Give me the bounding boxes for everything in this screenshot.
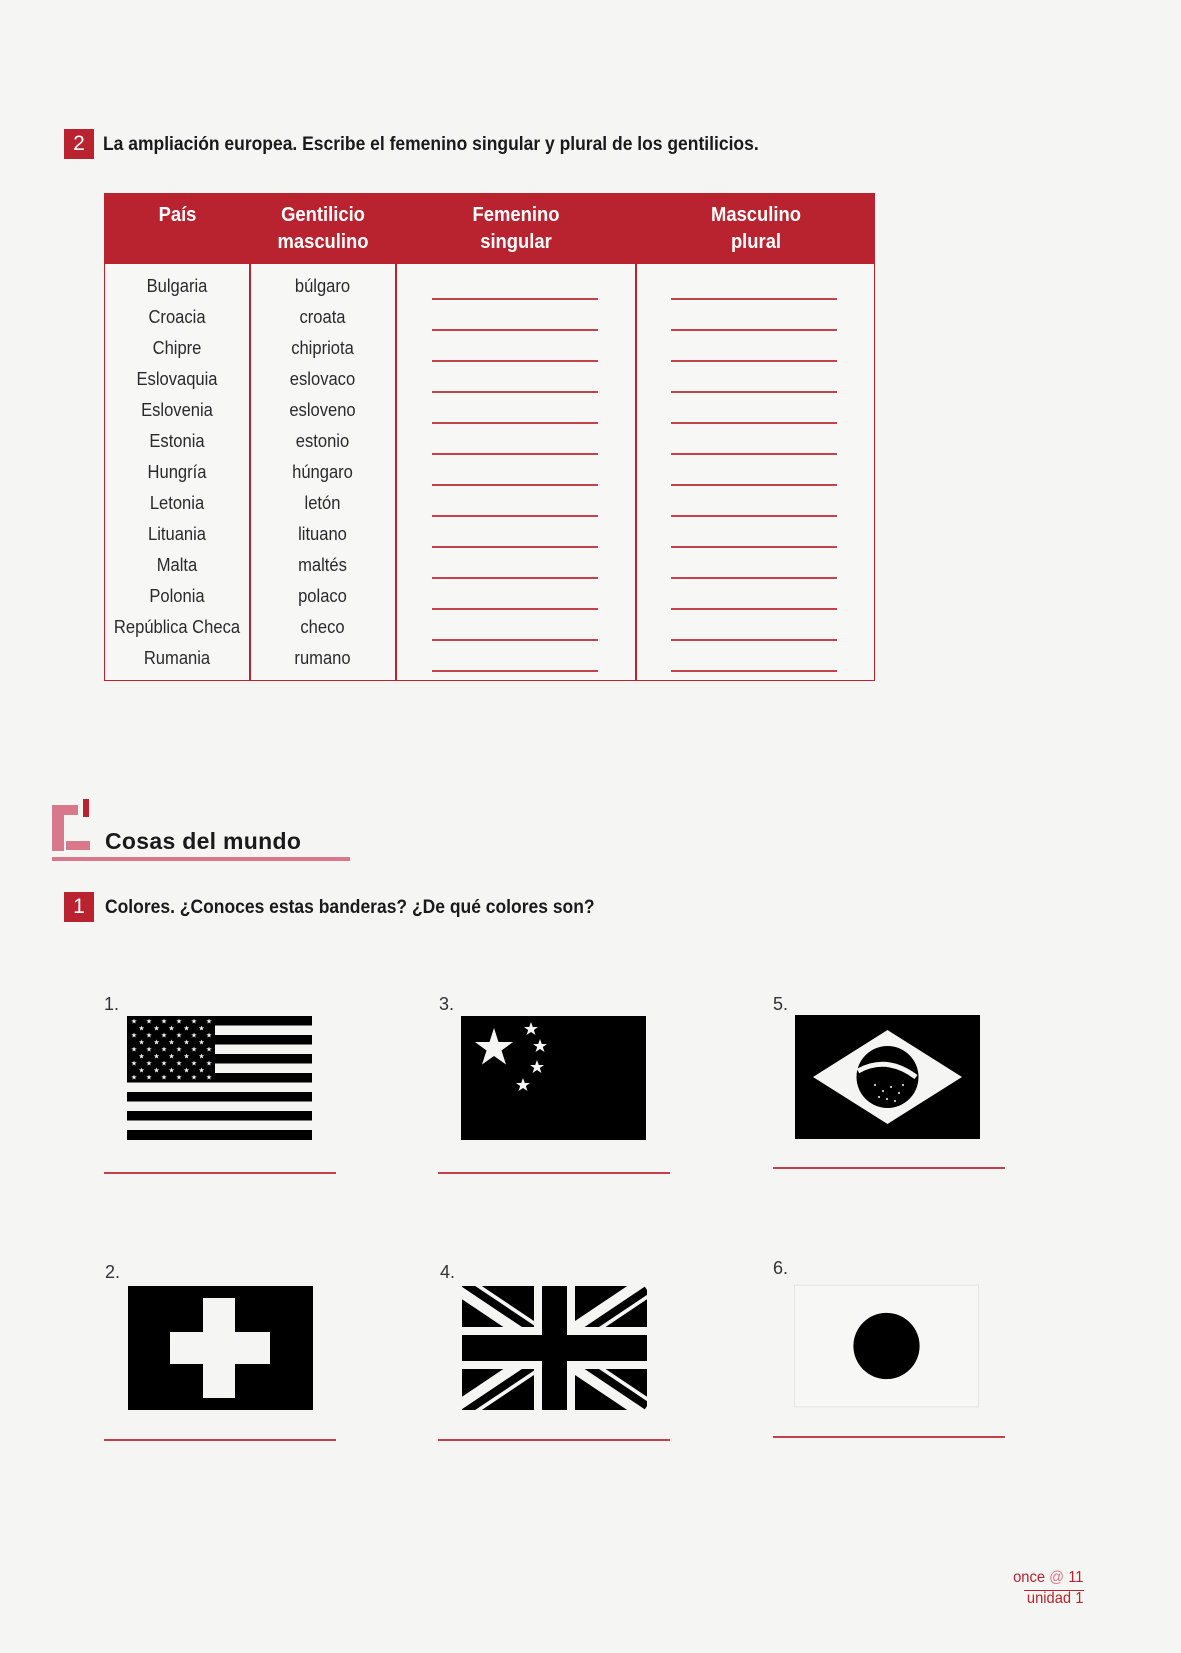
- svg-text:★: ★: [168, 1038, 175, 1047]
- exercise-number-badge: 2: [64, 129, 94, 159]
- svg-text:★: ★: [205, 1045, 213, 1054]
- answer-blank-femenino[interactable]: [432, 608, 598, 610]
- cell-pais: Chipre: [152, 338, 202, 358]
- svg-text:★: ★: [183, 1038, 190, 1047]
- cell-pais: Bulgaria: [146, 276, 208, 296]
- svg-text:★: ★: [145, 1017, 153, 1026]
- answer-blank-plural[interactable]: [671, 639, 837, 641]
- header-femenino: Femenino singular: [472, 204, 560, 253]
- svg-text:★: ★: [198, 1066, 205, 1075]
- flag-number: 2.: [105, 1262, 121, 1282]
- cell-gentilicio: checo: [300, 617, 345, 637]
- svg-text:★: ★: [190, 1059, 198, 1068]
- svg-text:★: ★: [175, 1073, 183, 1082]
- exercise-number-badge: 1: [64, 892, 94, 922]
- answer-blank-plural[interactable]: [671, 360, 837, 362]
- cell-gentilicio: maltés: [298, 555, 347, 575]
- switzerland-flag-icon: [128, 1286, 313, 1410]
- svg-text:★: ★: [160, 1045, 168, 1054]
- answer-blank-plural[interactable]: [671, 329, 837, 331]
- answer-blank-femenino[interactable]: [432, 484, 598, 486]
- svg-text:★: ★: [138, 1066, 145, 1075]
- flag-number: 1.: [104, 994, 120, 1014]
- svg-text:★: ★: [205, 1059, 213, 1068]
- cell-pais: Croacia: [148, 307, 206, 327]
- svg-text:★: ★: [130, 1073, 138, 1082]
- svg-text:★: ★: [160, 1017, 168, 1026]
- svg-text:★: ★: [183, 1052, 190, 1061]
- answer-blank-plural[interactable]: [671, 484, 837, 486]
- answer-blank-femenino[interactable]: [432, 670, 598, 672]
- svg-text:★: ★: [175, 1045, 183, 1054]
- cell-gentilicio: letón: [304, 493, 341, 513]
- answer-blank-plural[interactable]: [671, 546, 837, 548]
- svg-text:★: ★: [175, 1031, 183, 1040]
- svg-text:★: ★: [190, 1031, 198, 1040]
- svg-text:★: ★: [160, 1073, 168, 1082]
- cell-pais: Polonia: [149, 586, 205, 606]
- exercise-instruction: Colores. ¿Conoces estas banderas? ¿De qué colores son?: [105, 897, 595, 918]
- unit-label: unidad 1: [1026, 1590, 1083, 1607]
- answer-line: [773, 1436, 1005, 1438]
- cell-pais: Malta: [156, 555, 198, 575]
- svg-text:★: ★: [153, 1066, 160, 1075]
- cell-gentilicio: rumano: [294, 648, 351, 668]
- table-header: [105, 194, 874, 264]
- section-title: Cosas del mundo: [105, 828, 302, 854]
- svg-text:★: ★: [145, 1059, 153, 1068]
- answer-line: [438, 1172, 670, 1174]
- answer-blank-femenino[interactable]: [432, 422, 598, 424]
- svg-text:★: ★: [145, 1031, 153, 1040]
- svg-text:★: ★: [130, 1059, 138, 1068]
- svg-text:★: ★: [205, 1031, 213, 1040]
- svg-text:★: ★: [130, 1017, 138, 1026]
- cell-pais: Estonia: [149, 431, 205, 451]
- flag-number: 5.: [773, 994, 789, 1014]
- gentilicios-table: [104, 193, 875, 681]
- answer-line: [438, 1439, 670, 1441]
- answer-blank-plural[interactable]: [671, 577, 837, 579]
- svg-text:★: ★: [138, 1052, 145, 1061]
- cell-gentilicio: lituano: [298, 524, 347, 544]
- svg-text:★: ★: [190, 1045, 198, 1054]
- svg-text:★: ★: [130, 1031, 138, 1040]
- svg-text:★: ★: [198, 1038, 205, 1047]
- header-masculino: Masculino plural: [711, 204, 801, 253]
- answer-line: [104, 1172, 336, 1174]
- svg-text:★: ★: [205, 1017, 213, 1026]
- svg-text:★: ★: [168, 1024, 175, 1033]
- header-pais: País: [158, 204, 197, 226]
- column-divider: [249, 264, 251, 680]
- answer-blank-plural[interactable]: [671, 422, 837, 424]
- answer-line: [773, 1167, 1005, 1169]
- svg-text:★: ★: [198, 1024, 205, 1033]
- cell-pais: Hungría: [147, 462, 207, 482]
- flag-number: 4.: [440, 1262, 456, 1282]
- svg-text:★: ★: [160, 1031, 168, 1040]
- cell-gentilicio: chipriota: [291, 338, 354, 358]
- page-number: [1013, 1569, 1083, 1587]
- china-flag-icon: [461, 1016, 646, 1140]
- flag-number: 3.: [439, 994, 455, 1014]
- column-divider: [395, 264, 397, 680]
- answer-blank-femenino[interactable]: [432, 515, 598, 517]
- section-bracket-icon: [52, 797, 92, 861]
- answer-blank-plural[interactable]: [671, 391, 837, 393]
- answer-blank-femenino[interactable]: [432, 577, 598, 579]
- answer-blank-femenino[interactable]: [432, 360, 598, 362]
- cell-gentilicio: húngaro: [292, 462, 353, 482]
- svg-text:★: ★: [153, 1024, 160, 1033]
- answer-blank-plural[interactable]: [671, 453, 837, 455]
- svg-text:★: ★: [145, 1045, 153, 1054]
- cell-pais: Lituania: [147, 524, 207, 544]
- cell-gentilicio: búlgaro: [294, 276, 351, 296]
- page-num: 11: [1067, 1569, 1083, 1586]
- section-underline: [52, 857, 350, 861]
- answer-blank-femenino[interactable]: [432, 391, 598, 393]
- answer-line: [104, 1439, 336, 1441]
- svg-text:★: ★: [153, 1052, 160, 1061]
- header-gentilicio: Gentilicio masculino: [277, 204, 369, 253]
- svg-text:★: ★: [190, 1073, 198, 1082]
- cell-pais: Letonia: [149, 493, 205, 513]
- cell-pais: Eslovenia: [141, 400, 213, 420]
- answer-blank-femenino[interactable]: [432, 453, 598, 455]
- cell-gentilicio: estonio: [295, 431, 350, 451]
- column-divider: [635, 264, 637, 680]
- svg-text:★: ★: [130, 1045, 138, 1054]
- svg-text:★: ★: [138, 1038, 145, 1047]
- cell-gentilicio: eslovaco: [289, 369, 356, 389]
- cell-gentilicio: polaco: [298, 586, 347, 606]
- answer-blank-femenino[interactable]: [432, 298, 598, 300]
- exercise-instruction: La ampliación europea. Escribe el femenino singular y plural de los gentilicios.: [103, 134, 759, 155]
- svg-text:★: ★: [153, 1038, 160, 1047]
- answer-blank-femenino[interactable]: [432, 329, 598, 331]
- uk-flag-icon: [462, 1286, 647, 1410]
- svg-text:★: ★: [183, 1024, 190, 1033]
- cell-pais: Rumania: [143, 648, 211, 668]
- answer-blank-femenino[interactable]: [432, 546, 598, 548]
- page-word: once: [1012, 1569, 1045, 1586]
- cell-pais: República Checa: [113, 617, 241, 637]
- svg-text:★: ★: [175, 1059, 183, 1068]
- answer-blank-plural[interactable]: [671, 670, 837, 672]
- svg-text:★: ★: [183, 1066, 190, 1075]
- at-symbol: @: [1048, 1569, 1064, 1586]
- cell-gentilicio: esloveno: [289, 400, 356, 420]
- svg-text:★: ★: [175, 1017, 183, 1026]
- svg-text:★: ★: [168, 1052, 175, 1061]
- svg-text:★: ★: [138, 1024, 145, 1033]
- cell-gentilicio: croata: [299, 307, 346, 327]
- svg-text:★: ★: [160, 1059, 168, 1068]
- svg-text:★: ★: [145, 1073, 153, 1082]
- brazil-flag-icon: [795, 1015, 980, 1139]
- usa-flag-icon: [127, 1016, 312, 1140]
- cell-pais: Eslovaquia: [136, 369, 218, 389]
- answer-blank-plural[interactable]: [671, 608, 837, 610]
- japan-flag-icon: [794, 1284, 979, 1408]
- svg-text:★: ★: [198, 1052, 205, 1061]
- svg-text:★: ★: [168, 1066, 175, 1075]
- svg-text:★: ★: [190, 1017, 198, 1026]
- svg-text:★: ★: [205, 1073, 213, 1082]
- answer-blank-plural[interactable]: [671, 298, 837, 300]
- answer-blank-femenino[interactable]: [432, 639, 598, 641]
- flag-number: 6.: [773, 1258, 789, 1278]
- answer-blank-plural[interactable]: [671, 515, 837, 517]
